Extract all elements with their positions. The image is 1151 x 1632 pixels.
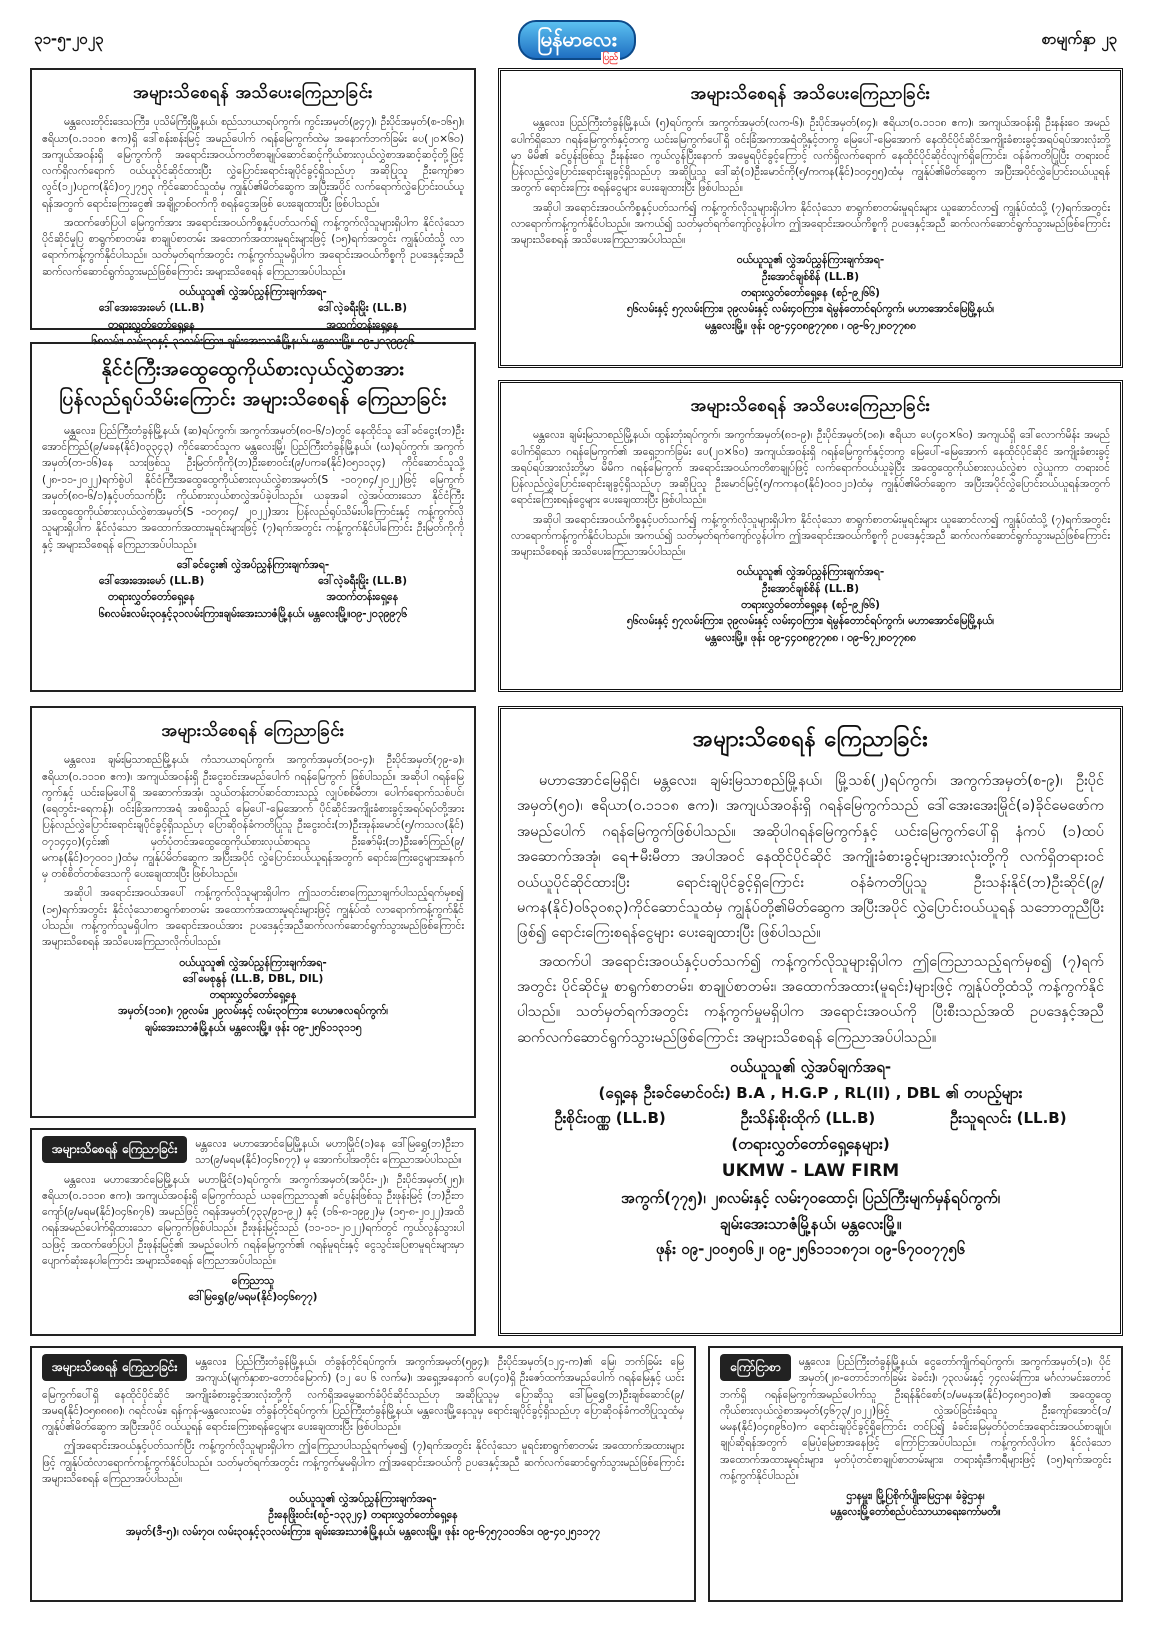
ad-body	[42, 1354, 684, 1487]
lawyer-name: ဒေါ်လဲ့ခရီးမြိုး (LL.B)	[318, 575, 408, 588]
notice-ad-8	[30, 1346, 696, 1602]
signature-credit: (ရှေ့နေ ဦးခင်မောင်ဝင်း) B.A , H.G.P , RL(II) , DBL ၏ တပည့်များ	[598, 1083, 1023, 1102]
ad-signature	[42, 1273, 464, 1306]
signature-heading: ဝယ်ယူသူ၏ လွှဲအပ်ညွှန်ကြားချက်အရ-	[289, 1493, 437, 1506]
lawyer-phone: မန္တလေးမြို့။ ဖုန်း ၀၉-၄၄၀၈၉၇၇၈၈ ၊ ၀၉-၆၇၂၈၀၇၇၈၈	[704, 319, 917, 332]
lawyer-address: ချမ်းအေးသာဇံမြို့နယ်၊ မန္တလေးမြို့။	[719, 1214, 902, 1233]
ad-title: အများသိစေရန် ကြေညာခြင်း	[692, 727, 929, 752]
lawyer-name: ဒေါ်အေးအေးမော် (LL.B)	[98, 302, 205, 315]
ad-paragraph: မဟာအောင်မြေရှိင်၊ မန္တလေး၊ ချမ်းမြသာစည်မြို့နယ်၊ မြို့သစ်(၂)ရပ်ကွက်၊ အကွက်အမှတ်(စ-၉)၊ ဦးပိုင်အမှတ်(၅၀)၊ ဧရိယာ(၀.၁၁၁၈ ဧက)၊ အကျယ်အဝန်းရှိ ဂရန်မြေကွက်သည် ဒေါ်အေးအေးမြိုင်(ခ)ခိုင်မေဖော်က အမည်ပေါက် ဂရန်မြေကွက်ဖြစ်ပါသည်။ အဆိုပါဂရန်မြေကွက်နှင့် ယင်းမြေကွက်ပေါ်ရှိ နံကပ် (၁)ထပ် အဆောက်အအုံ၊ ရေ+မီးမီတာ အပါအဝင် နေထိုင်ပိုင်ဆိုင် အကျိုးခံစားခွင့်များအားလုံးတို့ကို လက်ရှိတရားဝင်ဝယ်ယူပိုင်ဆိုင်ထားပြီး ရောင်းချပိုင်ခွင့်ရှိကြောင်း ဝန်ခံကတိပြုသူ ဦးသန်းနိုင်(ဘ)ဦးဆိုင်(၉/မကန(နိုင်)၀၆၃၀၈၃)ကိုင်ဆောင်သူထံမှ ကျွန်ုပ်တို့၏မိတ်ဆွေက အပြီးအပိုင် လွှဲပြောင်းဝယ်ယူရန် သဘောတူညီပြီးဖြစ်၍ ရောင်းကြေးစရန်ငွေများ ပေးချေထားပြီး ဖြစ်ပါသည်။	[517, 773, 1104, 942]
lawyer-phone: ချမ်းအေးသာဇံမြို့နယ်၊ မန္တလေးမြို့။ ဖုန်း ၀၉-၂၅၆၁၁၃၁၁၅	[144, 1021, 362, 1034]
ad-paragraph: မန္တလေး၊ ချမ်းမြသာစည်မြို့နယ်၊ ထွန်းတုံးရပ်ကွက်၊ အကွက်အမှတ်(၈၁-၉)၊ ဦးပိုင်အမှတ်(၁၈)၊ ဧရိယာ ပေ(၄၀×၆၀) အကျယ်ရှိ ဒေါ်လောက်မိန်း အမည်ပေါက်ရှိသော ဂရန်မြေကွက်၏ အရှေ့ဘက်ခြမ်း ပေ(၂၀×၆၀) အကျယ်အဝန်းရှိ ဂရန်မြေကွက်နှင့်တကွ မြေပေါ်-မြေအောက် နေထိုင်ပိုင်ဆိုင် အကျိုးခံစားခွင့်အရပ်ရပ်အားလုံးတို့မှာ မိမိက ဂရန်မြေကွက် အရောင်းအဝယ်ကတိစာချုပ်ဖြင့် လက်ရောက်ဝယ်ယူခဲ့ပြီး အထွေထွေကိုယ်စားလှယ်လွှဲစာ လွှဲယူကာ တရားဝင်ပြန်လည်လွှဲပြောင်းရောင်းချခွင့်ရှိသည်ဟု အဆိုပြုသူ ဦးမောင်မြင့်(၅/ကကနဝ(နိုင်)၀၀၁၂၁)ထံမှ ကျွန်ုပ်၏မိတ်ဆွေက အပြီးအပိုင်လွှဲပြောင်းဝယ်ယူရန်အတွက် ရောင်းကြေးစရန်ငွေများ ပေးချေထားပြီး ဖြစ်ပါသည်။	[511, 429, 1110, 507]
notice-ad-9	[708, 1346, 1123, 1602]
notice-ad-7	[30, 1128, 476, 1336]
lawyer-address: ၅၆လမ်းနှင့် ၅၇လမ်းကြား၊ ၃၉လမ်းနှင့် လမ်း၄၀ကြား၊ ရဲမွန်တောင်ရပ်ကွက်၊ မဟာအောင်မြေမြို့နယ်၊	[626, 615, 995, 628]
issue-date: ၃၁-၅-၂၀၂၃	[34, 30, 104, 48]
ad-signature	[720, 1488, 1111, 1521]
notice-ad-5	[30, 706, 476, 1118]
newspaper-logo	[518, 20, 636, 63]
ad-title-line-1: နိုင်ငံကြီးအထွေထွေကိုယ်စားလှယ်လွှဲစာအား	[101, 358, 405, 380]
lawyer-title: တရားလွှတ်တော်ရှေ့နေ (စဉ်-၉၂၆၆)	[741, 599, 880, 611]
ad-body	[42, 114, 464, 280]
ad-body	[511, 427, 1110, 560]
ad-body	[42, 423, 464, 553]
signature-heading: ဝယ်ယူသူ၏ လွှဲအပ်ညွှန်ကြားချက်အရ-	[179, 956, 327, 969]
logo-small-text: ပြည်	[602, 53, 618, 63]
lawyer-name: ဦးသူရလင်း (LL.B)	[949, 1109, 1067, 1128]
lawyer-name: ဒေါ်လဲ့ခရီးမြိုး (LL.B)	[318, 302, 408, 315]
notice-ad-2	[498, 68, 1123, 368]
ad-body	[42, 752, 464, 950]
ad-body	[720, 1354, 1111, 1484]
ad-signature	[42, 1491, 684, 1540]
ad-paragraph: အဆိုပါ အရောင်းအဝယ်ကိစ္စနှင့်ပတ်သက်၍ ကန့်ကွက်လိုသူများရှိပါက နိုင်လုံသော စာရွက်စာတမ်းမူရင်းများ ယူဆောင်လာ၍ ကျွန်ုပ်ထံသို့ (၇)ရက်အတွင်း လာရောက်ကန့်ကွက်နိုင်ပါသည်။ အကယ်၍ သတ်မှတ်ရက်ကျော်လွန်ပါက ဤအရောင်းအဝယ်ကိစ္စကို ဥပဒေနှင့်အညီ ဆက်လက်ဆောင်ရွက်သွားမည်ဖြစ်ကြောင်း အများသိစေရန် အသိပေးကြေညာအပ်ပါသည်။	[511, 513, 1110, 559]
ad-body	[42, 1136, 464, 1269]
law-firm-name: UKMW - LAW FIRM	[721, 1161, 900, 1182]
ad-signature	[511, 564, 1110, 645]
lawyer-name: ဦးအောင်ချစ်စိန် (LL.B)	[761, 270, 859, 283]
lawyer-name: ဦးနေဖြိုးဝင်း(စဉ်-၁၃၃၂၄) တရားလွှတ်တော်ရှေ့နေ	[268, 1509, 458, 1522]
lawyer-address: ၅၆လမ်းနှင့် ၅၇လမ်းကြား၊ ၃၉လမ်းနှင့် လမ်း၄၀ကြား၊ ရဲမွန်တောင်ရပ်ကွက်၊ မဟာအောင်မြေမြို့နယ်၊	[626, 303, 995, 316]
ad-signature	[42, 955, 464, 1036]
logo-text: မြန်မာလေး	[537, 27, 617, 51]
ad-paragraph: အထက်ပါ အရောင်းအဝယ်နှင့်ပတ်သက်၍ ကန့်ကွက်လိုသူများရှိပါက ဤကြေညာသည့်ရက်မှစ၍ (၇)ရက်အတွင်း ပိုင်ဆိုင်မှု စာရွက်စာတမ်း၊ စာချုပ်စာတမ်း၊ အထောက်အထား(မူရင်း)များဖြင့် ကျွန်ုပ်တို့ထံသို့ ကန့်ကွက်နိုင်ပါသည်။ သတ်မှတ်ရက်အတွင်း ကန့်ကွက်မှုမရှိပါက အရောင်းအဝယ်ကို ပြီးစီးသည်အထိ ဥပဒေနှင့်အညီ ဆက်လက်ဆောင်ရွက်သွားမည်ဖြစ်ကြောင်း အများသိစေရန် ကြေညာအပ်ပါသည်။	[517, 953, 1104, 1046]
ad-paragraph: မန္တလေး၊ ပြည်ကြီးတံခွန်မြို့နယ်၊ (၅)ရပ်ကွက်၊ အကွက်အမှတ်(လက-၆)၊ ဦးပိုင်အမှတ်(၈၄)၊ ဧရိယာ(၀.၁၁၁၈ ဧက)၊ အကျယ်အဝန်းရှိ ဦးနန်းဝေ အမည်ပေါက်ရှိသော ဂရန်မြေကွက်နှင့်တကွ ယင်းမြေကွက်ပေါ်ရှိ ဝင်းခြံအကာအရံတို့နှင့်တကွ မြေပေါ်-မြေအောက် နေထိုင်ပိုင်ဆိုင်အကျိုးခံစားခွင့်အရပ်ရပ်အားလုံးတို့မှာ မိမိ၏ ခင်ပွန်းဖြစ်သူ ဦးနန်းဝေ ကွယ်လွန်ပြီးနောက် အမွေရပိုင်ခွင့်ကြောင့် လက်ရှိလက်ရောက် နေထိုင်ပိုင်ဆိုင်လျက်ရှိကြောင်း၊ ဝန်ခံကတိပြုပြီး တရားဝင်ပြန်လည်လွှဲပြောင်းရောင်းချခွင့်ရှိသည်ဟု အဆိုပြုသူ ဒေါ်ဆုံ(၁)ဦးမောင်ကို(၅/ကကန(နိုင်)၁၀၄၅၅)ထံမှ ကျွန်ုပ်၏မိတ်ဆွေက အပြီးအပိုင်လွှဲပြောင်းဝယ်ယူရန်အတွက် ရောင်းကြေး စရန်ငွေများ ပေးချေထားပြီး ဖြစ်ပါသည်။	[511, 117, 1110, 195]
lawyer-name: ဒေါ်မေစုနွန် (LL.B, DBL, DIL)	[182, 972, 324, 985]
signature-heading: ဒေါ်ခင်ငွေး၏ လွှဲအပ်ညွှန်ကြားချက်အရ-	[176, 558, 330, 571]
lawyer-title: (တရားလွှတ်တော်ရှေ့နေများ)	[731, 1134, 890, 1153]
lawyer-address: ၆၈လမ်း၊ လမ်း၃၀နှင့် ၃၁လမ်းကြား၊ ချမ်းအေးသာဇံမြို့နယ်၊ မန္တလေးမြို့။ ၀၉-၂၀၃၉၉၇၆	[91, 334, 415, 347]
ad-paragraph: မန္တလေးတိုင်းဒေသကြီး၊ ပုသိမ်ကြီးမြို့နယ်၊ စည်သာယာရပ်ကွက်၊ ကွင်းအမှတ်(၉၄၇)၊ ဦးပိုင်အမှတ်(စ-၁၆၅)၊ ဧရိယာ(၀.၁၁၁၈ ဧက)ရှိ ဒေါ်စန်းစန်းမြင့် အမည်ပေါက် ဂရန်မြေကွက်ထဲမှ အနောက်ဘက်ခြမ်း ပေ(၂၀×၆၀) အကျယ်အဝန်းရှိ မြေကွက်ကို အရောင်းအဝယ်ကတိစာချုပ်ဆောင်ဆင့်ကိုယ်စားလှယ်လွှဲစာအဆင့်ဆင့်တို့ဖြင့် လက်ရှိလက်ရောက် ဝယ်ယူပိုင်ဆိုင်ထားပြီး လွှဲပြောင်းရောင်းချပိုင်ခွင့်ရှိသည်ဟု အဆိုပြုသူ ဦးကျော်ဇာလွင်(၁၂)ပဥက(နိုင်)၀၇၂၇၅၃ ကိုင်ဆောင်သူထံမှ ကျွန်ုပ်၏မိတ်ဆွေက အပြီးအပိုင် လက်ရောက်လွှဲပြောင်းဝယ်ယူရန်အတွက် ရောင်းကြေးငွေ၏ အချို့တစ်ဝက်ကို စရန်ငွေအဖြစ် ပေးချေထားပြီး ဖြစ်ပါသည်။	[42, 116, 464, 210]
ad-paragraph: မန္တလေး၊ ပြည်ကြီးတံခွန်မြို့နယ်၊ ငွေတော်ကျိုက်ရပ်ကွက်၊ အကွက်အမှတ်(၁)၊ ပိုင်အမှတ်(၂၈-တောင်ဘက်ခြမ်း ခဲခင်း)၊ ၇၃လမ်းနှင့် ၇၄လမ်းကြား၊ မင်္ဂလာမင်းတောင်ဘက်ရှိ ဂရန်မြေကွက်အမည်ပေါက်သူ ဦးရန်နိုင်စော်(၁/မမနအ(နိုင်)၀၄၈၅၁၀)၏ အထွေထွေကိုယ်စားလှယ်လွှဲစာအမှတ်(၄၆၇၃/၂၀၂၂)ဖြင့် လွှဲအပ်ခြင်းခံရသူ ဦးကျော်အောင်(၁/မမန(နိုင်)၀၄၈၉၆၀)က ရောင်းချပိုင်ခွင့်ရှိကြောင်း တင်ပြ၍ ခံခင်းမြေမှတ်ပုံတင်အရောင်းအဝယ်စာချုပ်၊ ချုပ်ဆိုရန်အတွက် မြေပုံမြေစာအနေဖြင့် ကြော်ငြာအပ်ပါသည်။ ကန့်ကွက်လိုပါက နိုင်လုံသော အထောက်အထားမူရင်းများ၊ မှတ်ပုံတင်စာချုပ်စာတမ်းများ၊ တရားရုံးဒီကရီများဖြင့် (၁၅)ရက်အတွင်း ကန့်ကွက်နိုင်ပါသည်။	[720, 1356, 1111, 1482]
ad-paragraph: မန္တလေး၊ ပြည်ကြီးတံခွန်မြို့နယ်၊ တံခွန်တိုင်ရပ်ကွက်၊ အကွက်အမှတ်(၅၉၄)၊ ဦးပိုင်အမှတ်(၁၂၄-က)၏ မြေ၊ ဘက်ခြမ်း မြေအကျယ်(မျက်နှာစာ-တောင်မြောက်) (၁၂ ပေ ၆ လက်မ)၊ အရှေ့အနောက် ပေ(၄၀)ရှိ ဦးဇော်ထက်အမည်ပေါက် ဂရန်မြေနှင့် ယင်းမြေကွက်ပေါ်ရှိ နေထိုင်ပိုင်ဆိုင် အကျိုးခံစားခွင့်အားလုံးတို့ကို လက်ရှိအမွေဆက်ခံပိုင်ဆိုင်သည်ဟု အဆိုပြုသူမှ ပြောဆိုသူ ဒေါ်မြရွှေ(ဘ)ဦးချစ်ဆောင်(၉/အမရ(နိုင်)၀၅၈၈၈၈)၊ ဂရင်လမ်း၊ ရန်ကုန်-မန္တလေးလမ်း၊ တံခွန်တိုင်ရပ်ကွက်၊ ပြည်ကြီးတံခွန်မြို့နယ်၊ မန္တလေးမြို့နေသူမှ ရောင်းချပိုင်ခွင့်ရှိသည်ဟု ပြောဆိုဝန်ခံကတိပြုသူထံမှ ကျွန်ုပ်၏မိတ်ဆွေက အပြီးအပိုင် ဝယ်ယူရန် ရောင်းကြေးစရန်ငွေများ ပေးချေထားပြီး ဖြစ်ပါသည်။	[42, 1356, 684, 1434]
signature-heading: ဝယ်ယူသူ၏ လွှဲအပ်ညွှန်ကြားချက်အရ-	[736, 254, 885, 267]
lawyer-address: အမှတ်(ဒီ-၅)၊ လမ်း၇၀၊ လမ်း၃၀နှင့်၃၁လမ်းကြား၊ ချမ်းအေးသာဇံမြို့နယ်၊ မန္တလေးမြို့။ ဖုန်း ၀၉-၆၇၅၇၁၀၁၆၁၊ ၀၉-၄၀၂၅၁၁၇၇	[125, 1525, 601, 1538]
ad-tag: ကြော်ငြာစာ	[720, 1354, 791, 1381]
notice-ad-1	[30, 68, 476, 347]
ad-title: အများသိစေရန် အသိပေးကြေညာခြင်း	[690, 396, 931, 416]
lawyer-address: အမှတ်(၁၁၈)၊ ၇၉လမ်း၊ ၂၉လမ်းနှင့် လမ်း၃၀ကြား၊ ဟေမာဇလရပ်ကွက်၊	[118, 1005, 388, 1018]
ad-tag: အများသိစေရန် ကြေညာခြင်း	[42, 1354, 187, 1381]
signature-heading: ဝယ်ယူသူ၏ လွှဲအပ်ချက်အရ-	[729, 1058, 892, 1077]
lawyer-phone: မန္တလေးမြို့။ ဖုန်း ၀၉-၄၄၀၈၉၇၇၈၈ ၊ ၀၉-၆၇၂၈၀၇၇၈၈	[704, 631, 917, 644]
ad-paragraph: ဤအရောင်းအဝယ်နှင့်ပတ်သက်ပြီး ကန့်ကွက်လိုသူများရှိပါက ဤကြေညာပါသည့်ရက်မှစ၍ (၇)ရက်အတွင်း နိုင်လုံသော မူရင်းစာရွက်စာတမ်း အထောက်အထားများဖြင့် ကျွန်ုပ်ထံလာရောက်ကန့်ကွက်နိုင်ပါသည်။ သတ်မှတ်ရက်အတွင်း ကန့်ကွက်မှုမရှိပါက ဤအရောင်းအဝယ်ကို ဥပဒေနှင့်အညီ ဆက်လက်ဆောင်ရွက်သွားမည်ဖြစ်ကြောင်း အများသိစေရန် ကြေညာအပ်ပါသည်။	[42, 1440, 684, 1485]
signature-heading: ဝယ်ယူသူ၏ လွှဲအပ်ညွှန်ကြားချက်အရ-	[736, 566, 885, 579]
notice-ad-6	[498, 706, 1123, 1336]
ad-signature	[517, 1055, 1104, 1262]
ad-paragraph: မန္တလေး၊ မဟာအောင်မြေမြို့နယ်၊ မဟာမြိုင်(၁)နေ ဒေါ်မြရွှေ(ဘ)ဦးဘသာ(၉/မရမ(နိုင်)၀၄၆၈၇၇) မှ အောက်ပါအတိုင်း ကြေညာအပ်ပါသည်။	[195, 1138, 464, 1167]
committee-name: မန္တလေးမြို့တော်စည်ပင်သာယာရေးကော်မတီ။	[830, 1506, 1001, 1519]
lawyer-title: တရားလွှတ်တော်ရှေ့နေ	[107, 591, 195, 604]
ad-title-line-2: ပြန်လည်ရုပ်သိမ်းကြောင်း အများသိစေရန် ကြေညာခြင်း	[59, 388, 447, 411]
ad-tag: အများသိစေရန် ကြေညာခြင်း	[42, 1136, 187, 1163]
signature-heading: ကြေညာသူ	[231, 1275, 275, 1288]
ad-paragraph: အထက်ဖော်ပြပါ မြေကွက်အား အရောင်းအဝယ်ကိစ္စနှင့်ပတ်သက်၍ ကန့်ကွက်လိုသူများရှိပါက နိုင်လုံသော ပိုင်ဆိုင်မှုပြ စာရွက်စာတမ်း၊ စာချုပ်စာတမ်း အထောက်အထားမူရင်းများဖြင့် (၁၅)ရက်အတွင်း ကျွန်ုပ်ထံသို့ လာရောက်ကန့်ကွက်နိုင်ပါသည်။ သတ်မှတ်ရက်အတွင်း ကန့်ကွက်သူမရှိပါက အရောင်းအဝယ်ကိစ္စကို ဥပဒေနှင့်အညီ ဆက်လက်ဆောင်ရွက်သွားမည်ဖြစ်ကြောင်း အများသိစေရန် ကြေညာအပ်ပါသည်။	[42, 216, 464, 278]
page-header	[0, 0, 1151, 62]
lawyer-phone: ဖုန်း ၀၉-၂၀၀၅၀၆၂၊ ၀၉-၂၅၆၁၁၁၈၇၁၊ ၀၉-၆၇၀၀၇၇၅၆	[655, 1240, 966, 1259]
lawyer-title: တရားလွှတ်တော်ရှေ့နေ	[107, 318, 195, 331]
announcer-name: ဒေါ်မြရွှေ(၉/မရမ(နိုင်)၀၄၆၈၇၇)	[188, 1291, 318, 1304]
ad-signature	[42, 557, 464, 622]
ad-body	[511, 115, 1110, 248]
lawyer-title: တရားလွှတ်တော်ရှေ့နေ (စဉ်-၉၂၆၆)	[741, 287, 880, 299]
lawyer-name: ဦးအောင်ချစ်စိန် (LL.B)	[761, 582, 859, 595]
ad-title: အများသိစေရန် ကြေညာခြင်း	[161, 721, 345, 741]
notice-ad-4	[498, 380, 1123, 692]
lawyer-address: ၆၈လမ်း၊လမ်း၃၀နှင့်၃၁လမ်းကြား၊ချမ်းအေးသာဇံမြို့နယ်၊ မန္တလေးမြို့။၀၉-၂၀၃၉၉၇၆	[98, 607, 408, 620]
ad-title: အများသိစေရန် အသိပေးကြေညာခြင်း	[133, 83, 373, 103]
ad-body	[517, 769, 1104, 1051]
page-number: စာမျက်နှာ ၂၃	[1041, 30, 1117, 48]
lawyer-address: အကွက်(၇၇၅)၊ ၂၈လမ်းနှင့် လမ်း၇၀ထောင့်၊ ပြည်ကြီးမျက်မှန်ရပ်ကွက်၊	[621, 1189, 1000, 1208]
signature-heading: ဝယ်ယူသူ၏ လွှဲအပ်ညွှန်ကြားချက်အရ-	[179, 286, 327, 298]
lawyer-name: ဦးသိန်းစိုးထိုက် (LL.B)	[740, 1109, 876, 1128]
ad-paragraph: မန္တလေး၊ မဟာအောင်မြေမြို့နယ်၊ မဟာမြိုင်(၁)ရပ်ကွက်၊ အကွက်အမှတ်(အပိုင်း-၂)၊ ဦးပိုင်အမှတ်(၂၅)၊ ဧရိယာ(၀.၁၁၁၈ ဧက)၊ အကျယ်အဝန်းရှိ မြေကွက်သည် ယခုကြေညာသူ၏ ခင်ပွန်းဖြစ်သူ ဦးဖုန်းမြင့် (ဘ)ဦးဘကျော်(၉/မရမ(နိုင်)၀၄၆၈၇၆) အမည်ဖြင့် ဂရန်အမှတ်(၇၃၃/၉၁-၉၂) နှင့် (၁၆-၈-၁၉၉၂)မှ (၁၅-၈-၂၀၂၂)အထိ ဂရန်အမည်ပေါက်ရှိထားသော မြေကွက်ဖြစ်ပါသည်။ ဦးဖုန်းမြင့်သည် (၁၁-၁၁-၂၀၂၂)ရက်တွင် ကွယ်လွန်သွားပါသဖြင့် အထက်ဖော်ပြပါ ဦးဖုန်းမြင့်၏ အမည်ပေါက် ဂရန်မြေကွက်၏ ဂရန်မူရင်းနှင့် ငွေသွင်းပြေစာမူရင်းများမှာ ပျောက်ဆုံးနေပါကြောင်း အများသိစေရန် ကြေညာအပ်ပါသည်။	[42, 1173, 464, 1267]
ad-title: အများသိစေရန် အသိပေးကြေညာခြင်း	[690, 84, 931, 104]
ad-paragraph: အဆိုပါ အရောင်းအဝယ်ကိစ္စနှင့်ပတ်သက်၍ ကန့်ကွက်လိုသူများရှိပါက နိုင်လုံသော စာရွက်စာတမ်းမူရင်းများ ယူဆောင်လာ၍ ကျွန်ုပ်ထံသို့ (၇)ရက်အတွင်း လာရောက်ကန့်ကွက်နိုင်ပါသည်။ အကယ်၍ သတ်မှတ်ရက်ကျော်လွန်ပါက ဤအရောင်းအဝယ်ကိစ္စကို ဥပဒေနှင့်အညီ ဆက်လက်ဆောင်ရွက်သွားမည်ဖြစ်ကြောင်း အများသိစေရန် အသိပေးကြေညာအပ်ပါသည်။	[511, 201, 1110, 247]
ad-title	[42, 354, 464, 415]
ad-paragraph: မန္တလေး၊ ပြည်ကြီးတံခွန်မြို့နယ်၊ (ဆ)ရပ်ကွက်၊ အကွက်အမှတ်(၈၀-၆/၁)တွင် နေထိုင်သူ ဒေါ်ခင်ငွေး(ဘ)ဦးအောင်ကြည်(၉/မခန(နိုင်)၀၃၃၄၃) ကိုင်ဆောင်သူက မန္တလေးမြို့၊ ပြည်ကြီးတံခွန်မြို့နယ်၊ (ဃ)ရပ်ကွက်၊ အကွက်အမှတ်(တ-၁၆)နေ သားဖြစ်သူ ဦးမြတ်ကိုကို(ဘ)ဦးစောဝင်း(၉/ပကခ(နိုင်)၀၅၁၁၃၄) ကိုင်ဆောင်သူသို့ (၂၈-၁၁-၂၀၂၂)ရက်စွဲပါ နိုင်ငံကြီးအထွေထွေကိုယ်စားလှယ်လွှဲစာအမှတ်(S -၁၀၇၈၄/၂၀၂၂)ဖြင့် မြေကွက်အမှတ်(၈၀-၆/၁)နှင့်ပတ်သက်ပြီး ကိုယ်စားလှယ်စာလွှဲအပ်ခဲ့ပါသည်။ ယခုအခါ လွှဲအပ်ထားသော နိုင်ငံကြီးအထွေထွေကိုယ်စားလှယ်လွှဲစာအမှတ်(S -၁၀၇၈၄/ ၂၀၂၂)အား ပြန်လည်ရုပ်သိမ်းပါကြောင်းနှင့် ကန့်ကွက်လိုသူများရှိပါက နိုင်လုံသော အထောက်အထားမူရင်းများဖြင့် (၇)ရက်အတွင်း ကန့်ကွက်နိုင်ပါကြောင်း ဦးမြတ်ကိုကိုနှင့် အများသိစေရန် ကြေညာအပ်ပါသည်။	[42, 424, 464, 551]
notice-ad-3	[30, 342, 476, 692]
signature-heading: ဌာနမှူး၊ မြို့ပြစိုက်ပျိုးမြေဌာန၊ ခံခွဲဌာန၊	[846, 1490, 985, 1503]
lawyer-title: အထက်တန်းရှေ့နေ	[326, 591, 399, 604]
lawyer-name: ဦးစိုင်းဝဏ္ဏ (LL.B)	[554, 1109, 666, 1128]
ad-signature	[511, 252, 1110, 333]
ad-signature	[42, 284, 464, 349]
lawyer-title: အထက်တန်းရှေ့နေ	[326, 318, 399, 331]
lawyer-name: ဒေါ်အေးအေးမော် (LL.B)	[98, 575, 205, 588]
ad-paragraph: မန္တလေး၊ ချမ်းမြသာစည်မြို့နယ်၊ ကံသာယာရပ်ကွက်၊ အကွက်အမှတ်(၁၀-၄)၊ ဦးပိုင်အမှတ်(၇၉-ခ)၊ ဧရိယာ(၀.၁၁၁၈ ဧက)၊ အကျယ်အဝန်းရှိ ဦးငွေးဝင်းအမည်ပေါက် ဂရန်မြေကွက် ဖြစ်ပါသည်။ အဆိုပါ ဂရန်မြေကွက်နှင့် ယင်းမြေပေါ်ရှိ အဆောက်အအုံ၊ သွယ်တန်းတပ်ဆင်ထားသည့် လျှပ်စစ်မီတာ၊ ပေါက်ရောက်သစ်ပင်၊ (ရေတွင်း-ရေကန်)၊ ဝင်းခြံအကာအရံ အစရှိသည့် မြေပေါ်-မြေအောက် ပိုင်ဆိုင်အကျိုးခံစားခွင့်အရပ်ရပ်တို့အား ပြန်လည်လွှဲပြောင်းရောင်းချပိုင်ခွင့်ရှိသည်ဟု ပြောဆိုဝန်ခံကတိပြုသူ ဦးငွေးဝင်း(ဘ)ဦးအုန်းမောင်(၅/ကသလ(နိုင်) ၀၇၁၄၄၀)(၄င်း၏ မှတ်ပုံတင်အထွေထွေကိုယ်စားလှယ်စာရသူ ဦးဇော်မိုး(ဘ)ဦးဇော်ကြည်(၉/မကန(နိုင်)၀၇၀၀၁၂)ထံမှ ကျွန်ုပ်မိတ်ဆွေက အပြီးအပိုင် လွှဲပြောင်းဝယ်ယူရန်အတွက် ရောင်းကြေးငွေများအနက်မှ တစ်စိတ်တစ်ဒေသကို ပေးချေထားပြီး ဖြစ်ပါသည်။	[42, 754, 464, 881]
ad-paragraph: အဆိုပါ အရောင်းအဝယ်အပေါ် ကန့်ကွက်လိုသူများရှိပါက ဤသတင်းစာကြေညာချက်ပါသည့်ရက်မှစ၍ (၁၅)ရက်အတွင်း နိုင်လုံသောစာရွက်စာတမ်း အထောက်အထားမူရင်းများဖြင့် ကျွန်ုပ်ထံ လာရောက်ကန့်ကွက်နိုင်ပါသည်။ ကန့်ကွက်သူမရှိပါက အရောင်းအဝယ်အား ဥပဒေနှင့်အညီဆက်လက်ဆောင်ရွက်သွားမည်ဖြစ်ကြောင်း အများသိစေရန် အသိပေးကြေညာလိုက်ပါသည်။	[42, 887, 464, 949]
lawyer-title: တရားလွှတ်တော်ရှေ့နေ	[209, 989, 297, 1002]
